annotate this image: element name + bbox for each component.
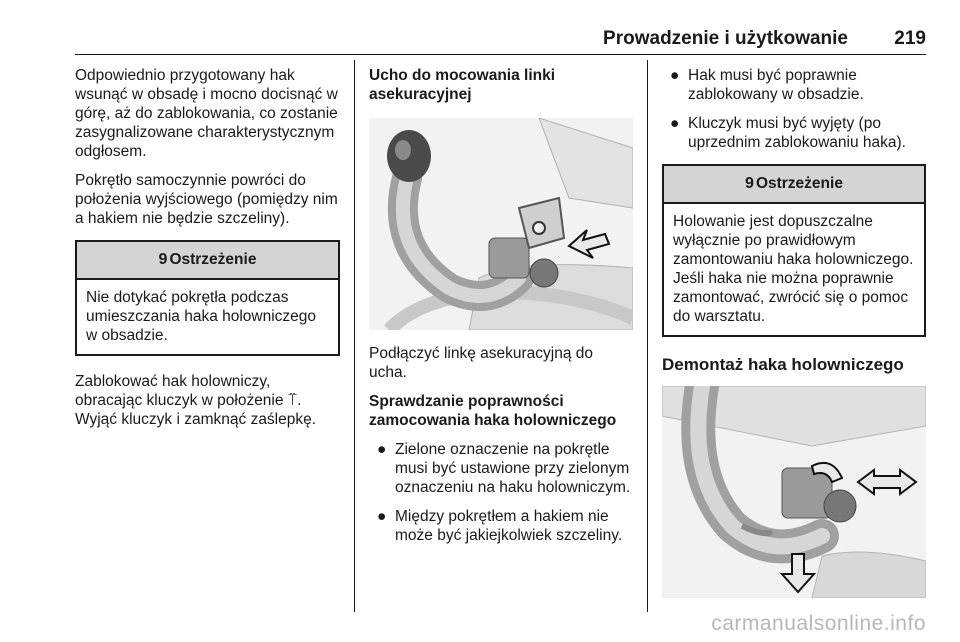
paragraph: Podłączyć linkę asekuracyjną do ucha.	[369, 345, 594, 381]
column-middle	[369, 66, 634, 555]
list-item: ● Kluczyk musi być wyjęty (po uprzednim zablokowaniu haka).	[670, 115, 906, 151]
bullet-icon: ●	[377, 441, 387, 458]
page-header	[75, 24, 926, 55]
warning-title: Ostrzeżenie	[169, 251, 257, 268]
paragraph: Pokrętło samoczynnie powróci do położenia wyjściowego (pomiędzy nim a hakiem nie będzie szczeliny).	[75, 172, 338, 227]
bullet-icon: ●	[377, 508, 387, 525]
section-heading: Demontaż haka holowniczego	[662, 355, 904, 374]
warning-header	[664, 166, 924, 204]
section-heading: Ucho do mocowania linki asekuracyjnej	[369, 67, 556, 103]
column-divider	[647, 60, 648, 612]
tow-hook-illustration	[369, 118, 633, 330]
paragraph: Odpowiednio przygotowany hak wsunąć w obsadę i mocno docisnąć w górę, aż do zablokowania, co zostanie zasygnalizowane charakterystycznym odgłosem.	[75, 67, 338, 160]
tow-hook-removal-illustration	[662, 386, 926, 598]
warning-header	[77, 242, 338, 280]
list-item: ● Hak musi być poprawnie zablokowany w obsadzie.	[670, 67, 864, 103]
list-item: ● Zielone oznaczenie na pokrętle musi być ustawione przy zielonym oznaczeniu na haku holowniczym.	[377, 441, 631, 496]
warning-icon: 9	[158, 251, 168, 268]
section-heading: Sprawdzanie poprawności zamocowania haka holowniczego	[369, 393, 617, 429]
column-divider	[354, 60, 355, 612]
warning-text: Holowanie jest dopuszczalne wyłącznie po prawidłowym zamontowaniu haka holowniczego. Jeśli haka nie można poprawnie zamontować, zwrócić się o pomoc do warsztatu.	[673, 213, 914, 325]
paragraph: Zablokować hak holowniczy, obracając kluczyk w położenie ⍡. Wyjąć kluczyk i zamknąć zaślepkę.	[75, 373, 317, 428]
column-left	[75, 66, 340, 439]
page-number: 219	[894, 28, 926, 49]
bullet-icon: ●	[670, 67, 680, 84]
figure-eye-bolt	[369, 118, 633, 330]
column-right	[662, 66, 926, 598]
warning-title: Ostrzeżenie	[755, 175, 843, 192]
bullet-icon: ●	[670, 115, 680, 132]
warning-box	[75, 240, 340, 356]
bullet-list	[662, 66, 926, 152]
figure-hook-removal	[662, 386, 926, 598]
warning-icon: 9	[745, 175, 754, 192]
watermark: carmanualsonline.info	[711, 612, 926, 635]
list-item: ● Między pokrętłem a hakiem nie może być jakiejkolwiek szczeliny.	[377, 508, 623, 544]
page-title: Prowadzenie i użytkowanie	[603, 28, 848, 49]
bullet-list	[369, 440, 634, 545]
warning-box	[662, 164, 926, 337]
warning-text: Nie dotykać pokrętła podczas umieszczania haka holowniczego w obsadzie.	[86, 289, 317, 344]
